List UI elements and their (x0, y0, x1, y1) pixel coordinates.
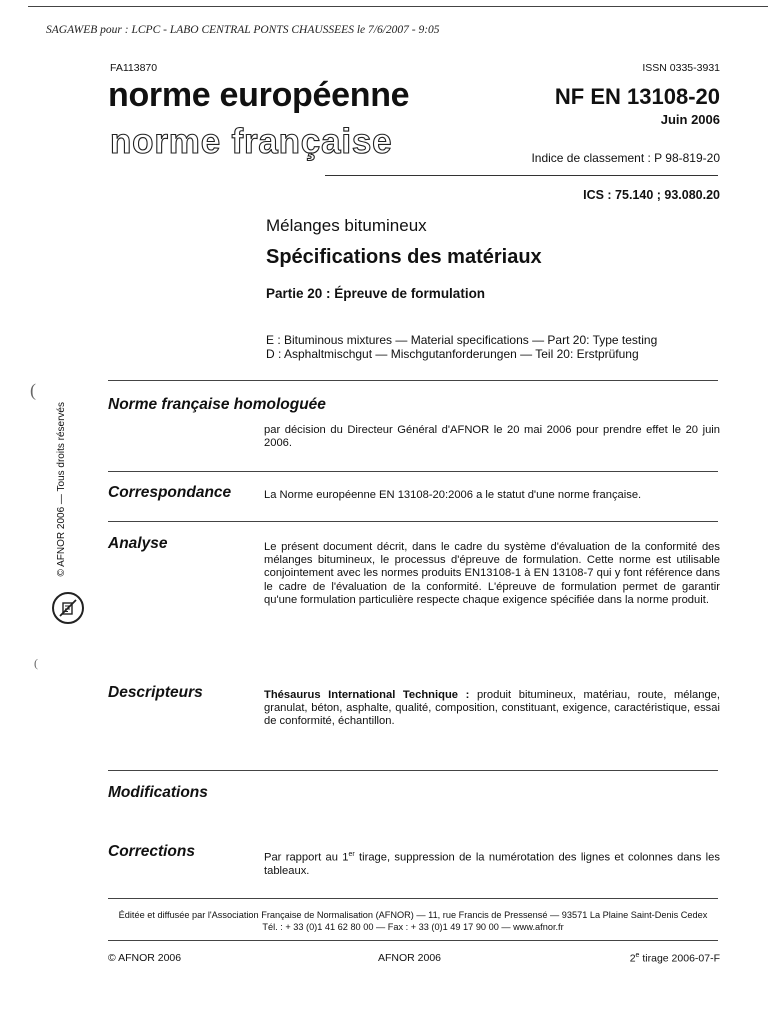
ics-codes: ICS : 75.140 ; 93.080.20 (583, 188, 720, 202)
margin-mark: ( (30, 380, 36, 400)
classification-index: Indice de classement : P 98-819-20 (531, 151, 720, 165)
publisher-line: Éditée et diffusée par l'Association Française de Normalisation (AFNOR) — 11, rue Francis de Pressensé — 93571 La Plaine Saint-Denis Cedex (118, 910, 708, 920)
margin-mark: ( (34, 656, 38, 670)
section-text-analyse: Le présent document décrit, dans le cadre du système d'évaluation de la conformité des mélanges bitumineux, le processus d'épreuve de formulation. Cette norme est utilisable conjointement avec les normes produits EN13108-1 à EN 13108-7 qui y font référence dans le cadre de l'évaluation de la conformité. L'épreuve de formulation permet de garantir qu'une formulation particulière respecte chaque exigence spécifiée dans la norme produit. (264, 541, 720, 606)
ics-rule (325, 175, 718, 176)
copyright-vertical (56, 402, 72, 577)
contact-line: Tél. : + 33 (0)1 41 62 80 00 — Fax : + 33 (0)1 49 17 90 00 — www.afnor.fr (262, 922, 564, 932)
corrections-text-a: Par rapport au 1 (264, 851, 349, 864)
no-photocopy-icon (52, 592, 84, 624)
top-rule (28, 6, 768, 7)
footer-copyright: © AFNOR 2006 (108, 952, 182, 964)
section-rule (108, 770, 718, 771)
section-text-homologuee: par décision du Directeur Général d'AFNOR le 20 mai 2006 pour prendre effet le 20 juin 2006. (264, 424, 720, 450)
corrections-text-b: tirage, suppression de la numérotation des lignes et colonnes dans les tableaux. (264, 851, 720, 877)
section-label-analyse: Analyse (108, 535, 168, 552)
section-text-descripteurs (264, 689, 720, 729)
section-label-homologuee: Norme française homologuée (108, 396, 326, 413)
section-label-modifications: Modifications (108, 784, 208, 801)
descripteurs-keywords: produit bitumineux, matériau, route, mélange, granulat, béton, asphalte, qualité, composition, constituant, exigence, caractéristique, essai de conformité, échantillon. (264, 689, 720, 728)
english-title: E : Bituminous mixtures — Material specifications — Part 20: Type testing (266, 333, 658, 347)
sagaweb-stamp: SAGAWEB pour : LCPC - LABO CENTRAL PONTS CHAUSSEES le 7/6/2007 - 9:05 (46, 24, 440, 36)
section-label-descripteurs: Descripteurs (108, 684, 203, 701)
copyright-vertical-text: © AFNOR 2006 — Tous droits réservés (56, 402, 67, 577)
part-title: Partie 20 : Épreuve de formulation (266, 286, 486, 301)
footer-rule (108, 898, 718, 899)
category-title: Mélanges bitumineux (266, 216, 427, 235)
issn: ISSN 0335-3931 (642, 62, 720, 74)
german-title: D : Asphaltmischgut — Mischgutanforderungen — Teil 20: Erstprüfung (266, 347, 639, 361)
main-title: Spécifications des matériaux (266, 246, 542, 268)
footer-edition (630, 952, 720, 965)
section-text-corrections (264, 848, 720, 878)
section-text-correspondance: La Norme européenne EN 13108-20:2006 a le statut d'une norme française. (264, 489, 642, 501)
fa-number: FA113870 (110, 62, 158, 74)
norme-francaise-heading: norme française (110, 122, 393, 161)
edition-superscript: e (635, 952, 640, 959)
edition-text: tirage 2006-07-F (639, 952, 720, 965)
edition-number: 2 (629, 952, 636, 965)
section-rule (108, 380, 718, 381)
no-photocopy-icon-graphic (57, 597, 79, 619)
footer-rule (108, 940, 718, 941)
thesaurus-lead: Thésaurus International Technique : (264, 689, 470, 701)
section-rule (108, 521, 718, 522)
standard-number: NF EN 13108-20 (554, 84, 720, 109)
footer-publisher: AFNOR 2006 (378, 952, 442, 964)
section-rule (108, 471, 718, 472)
corrections-superscript: er (348, 851, 355, 858)
section-label-corrections: Corrections (108, 843, 195, 860)
section-label-correspondance: Correspondance (108, 484, 232, 501)
norme-europeenne-heading: norme européenne (108, 76, 410, 114)
standard-date: Juin 2006 (660, 112, 720, 127)
